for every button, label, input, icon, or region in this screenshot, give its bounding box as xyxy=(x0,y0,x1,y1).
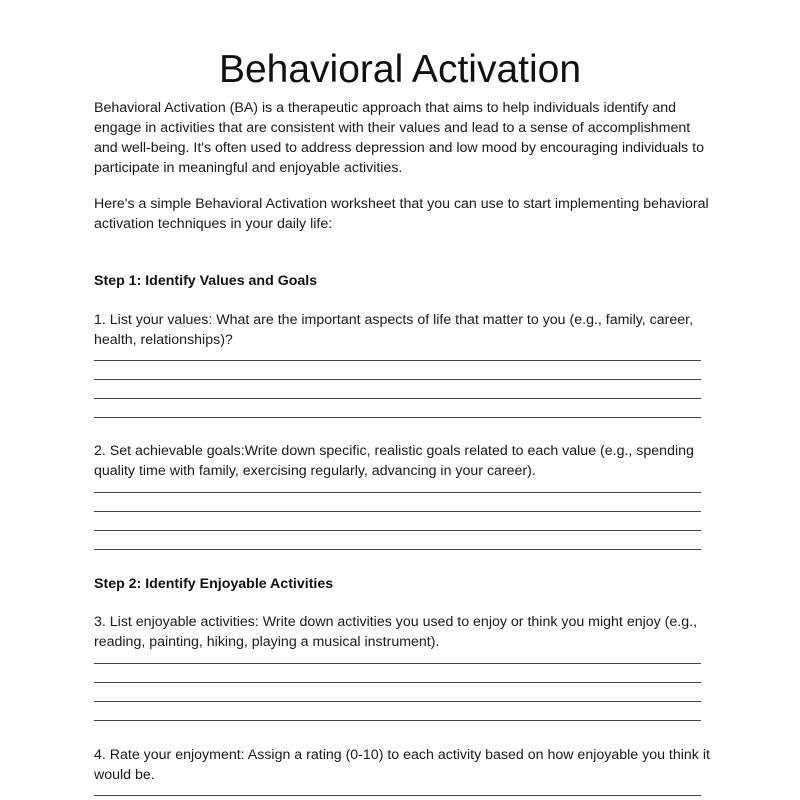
step-2-heading: Step 2: Identify Enjoyable Activities xyxy=(94,576,334,592)
answer-line[interactable] xyxy=(94,720,701,721)
answer-line[interactable] xyxy=(94,417,701,418)
question-1-text: 1. List your values: What are the important aspects of life that matter to you (e.g., family, career, health, relationships)? xyxy=(94,312,694,348)
answer-line[interactable] xyxy=(94,511,701,512)
page-title: Behavioral Activation xyxy=(218,48,582,91)
intro-paragraph: Behavioral Activation (BA) is a therapeutic approach that aims to help individuals identify and engage in activities that are consistent with their values and lead to a sense of accomplishment and well-being. It's often used to address depression and low mood by encouraging individuals to participate in meaningful and enjoyable activities. xyxy=(94,100,705,176)
question-2-text: 2. Set achievable goals:Write down specific, realistic goals related to each value (e.g., spending quality time with family, exercising regularly, advancing in your career). xyxy=(94,443,694,479)
question-4-text: 4. Rate your enjoyment: Assign a rating (0-10) to each activity based on how enjoyable you think it would be. xyxy=(94,747,710,783)
answer-line[interactable] xyxy=(94,492,701,493)
answer-line[interactable] xyxy=(94,795,701,796)
answer-line[interactable] xyxy=(94,549,701,550)
worksheet-intro-paragraph: Here's a simple Behavioral Activation worksheet that you can use to start implementing behavioral activation techniques in your daily life: xyxy=(94,196,709,232)
step-1-heading: Step 1: Identify Values and Goals xyxy=(94,273,318,289)
answer-line[interactable] xyxy=(94,360,701,361)
answer-line[interactable] xyxy=(94,379,701,380)
answer-line[interactable] xyxy=(94,663,701,664)
answer-line[interactable] xyxy=(94,398,701,399)
answer-line[interactable] xyxy=(94,701,701,702)
question-3-text: 3. List enjoyable activities: Write down activities you used to enjoy or think you might enjoy (e.g., reading, painting, hiking, playing a musical instrument). xyxy=(94,614,698,650)
answer-line[interactable] xyxy=(94,530,701,531)
answer-line[interactable] xyxy=(94,682,701,683)
